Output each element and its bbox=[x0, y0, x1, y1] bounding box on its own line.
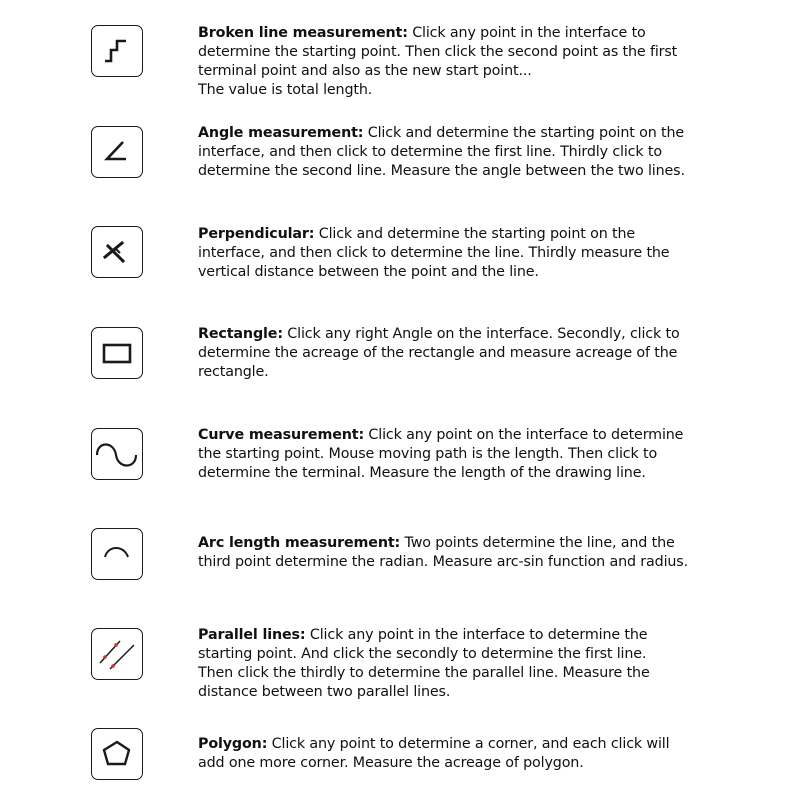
broken-line-tool-button[interactable] bbox=[91, 25, 143, 77]
parallel-lines-title: Parallel lines: bbox=[198, 627, 306, 643]
curve-icon bbox=[92, 429, 141, 478]
perpendicular-icon bbox=[92, 227, 141, 276]
broken-line-description: Broken line measurement: Click any point in the interface to determine the starting point. Then click the second point as the first terminal point and also as the new start point... The value is total length. bbox=[198, 25, 678, 98]
perpendicular-title: Perpendicular: bbox=[198, 226, 315, 242]
rectangle-description: Rectangle: Click any right Angle on the interface. Secondly, click to determine the acreage of the rectangle and measure acreage of the rectangle. bbox=[198, 326, 680, 380]
rectangle-icon bbox=[92, 328, 141, 377]
broken-line-icon bbox=[92, 26, 141, 75]
polygon-description: Polygon: Click any point to determine a corner, and each click will add one more corner. Measure the acreage of polygon. bbox=[198, 736, 670, 771]
arc-icon bbox=[92, 529, 141, 578]
curve-tool-button[interactable] bbox=[91, 428, 143, 480]
angle-description: Angle measurement: Click and determine the starting point on the interface, and then click to determine the first line. Thirdly click to determine the second line. Measure the angle between the two lines. bbox=[198, 125, 685, 179]
polygon-title: Polygon: bbox=[198, 736, 268, 752]
arc-tool-button[interactable] bbox=[91, 528, 143, 580]
curve-description: Curve measurement: Click any point on the interface to determine the starting point. Mouse moving path is the length. Then click to determine the terminal. Measure the length of the drawing line. bbox=[198, 427, 684, 481]
parallel-lines-description: Parallel lines: Click any point in the interface to determine the starting point. And click the secondly to determine the first line. Then click the thirdly to determine the parallel line. Measure the distance between two parallel lines. bbox=[198, 627, 650, 700]
arc-title: Arc length measurement: bbox=[198, 535, 401, 551]
parallel-lines-tool-button[interactable] bbox=[91, 628, 143, 680]
parallel-lines-icon bbox=[92, 629, 141, 678]
angle-tool-button[interactable] bbox=[91, 126, 143, 178]
rectangle-tool-button[interactable] bbox=[91, 327, 143, 379]
perpendicular-tool-button[interactable] bbox=[91, 226, 143, 278]
polygon-tool-button[interactable] bbox=[91, 728, 143, 780]
angle-title: Angle measurement: bbox=[198, 125, 364, 141]
perpendicular-description: Perpendicular: Click and determine the starting point on the interface, and then click to determine the line. Thirdly measure the vertical distance between the point and the line. bbox=[198, 226, 670, 280]
broken-line-title: Broken line measurement: bbox=[198, 25, 408, 41]
polygon-icon bbox=[92, 729, 141, 778]
rectangle-title: Rectangle: bbox=[198, 326, 283, 342]
curve-title: Curve measurement: bbox=[198, 427, 365, 443]
angle-icon bbox=[92, 127, 141, 176]
arc-description: Arc length measurement: Two points determine the line, and the third point determine the radian. Measure arc-sin function and radius. bbox=[198, 535, 689, 570]
